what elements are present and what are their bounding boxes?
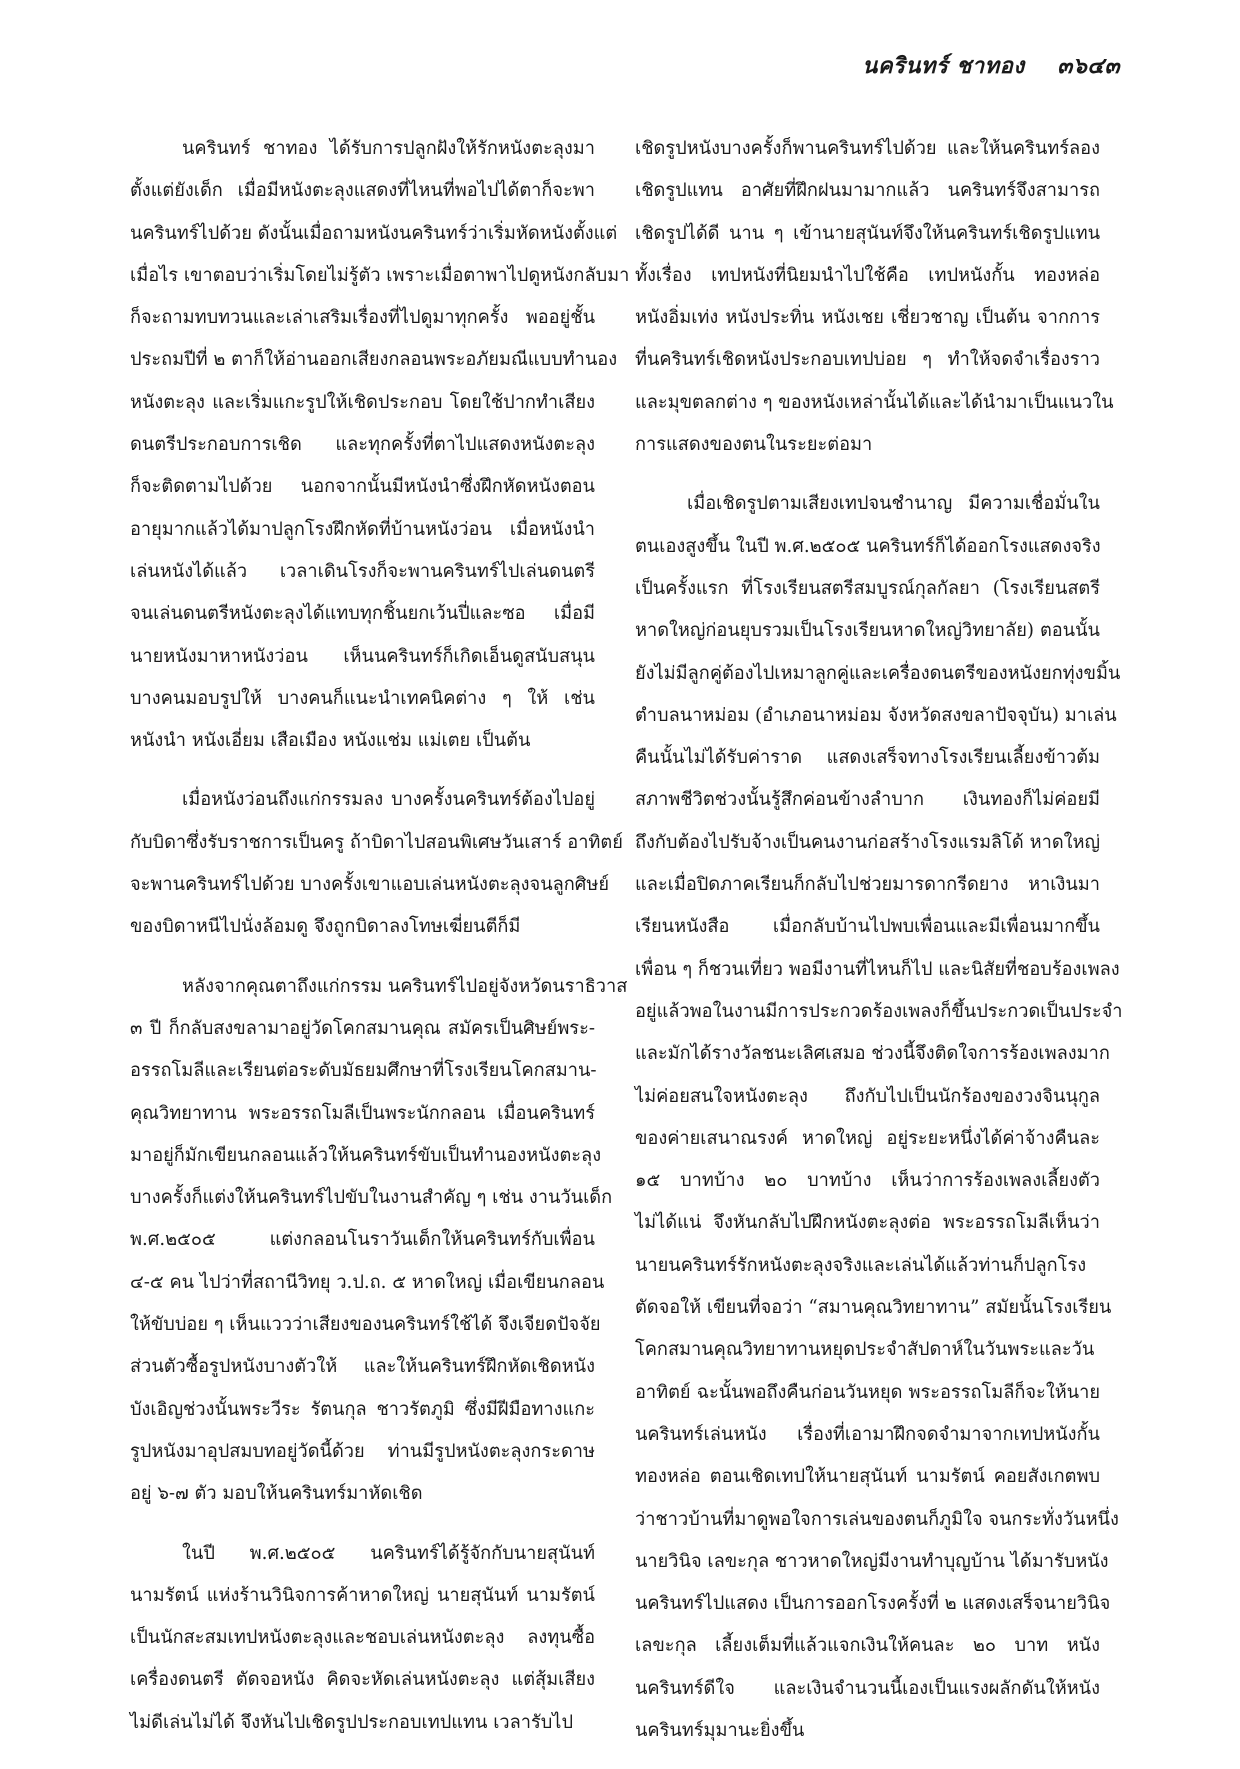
- running-title: นครินทร์ ชาทอง: [862, 53, 1025, 79]
- text-line: ส่วนตัวซื้อรูปหนังบางตัวให้ และให้นครินทร์ฝึกหัดเชิดหนัง: [130, 1356, 595, 1378]
- text-line: นครินทร์เล่นหนัง เรื่องที่เอามาฝึกจดจำมาจากเทปหนังกั้น: [635, 1423, 1100, 1445]
- text-line: นครินทร์ดีใจ และเงินจำนวนนี้เองเป็นแรงผลักดันให้หนัง: [635, 1677, 1100, 1699]
- left-column: [130, 128, 630, 1761]
- text-line: ไม่ดีเล่นไม่ได้ จึงหันไปเชิดรูปประกอบเทปแทน เวลารับไป: [130, 1711, 573, 1733]
- text-line: ของบิดาหนีไปนั่งล้อมดู จึงถูกบิดาลงโทษเฆี่ยนตีก็มี: [130, 916, 521, 938]
- text-line: และมักได้รางวัลชนะเลิศเสมอ ช่วงนี้จึงติดใจการร้องเพลงมาก: [635, 1043, 1110, 1065]
- text-line: เชิดรูปหนังบางครั้งก็พานครินทร์ไปด้วย และให้นครินทร์ลอง: [635, 138, 1100, 159]
- text-line: จะพานครินทร์ไปด้วย บางครั้งเขาแอบเล่นหนังตะลุงจนลูกศิษย์: [130, 874, 609, 896]
- paragraph: [130, 128, 630, 762]
- paragraph: [130, 779, 623, 948]
- page-number: ๓๖๔๓: [1057, 53, 1120, 79]
- text-line: รูปหนังมาอุปสมบทอยู่วัดนี้ด้วย ท่านมีรูปหนังตะลุงกระดาษ: [130, 1440, 595, 1462]
- text-line: ไม่ค่อยสนใจหนังตะลุง ถึงกับไปเป็นนักร้องของวงจินนุกูล: [635, 1085, 1100, 1107]
- text-line: ที่นครินทร์เชิดหนังประกอบเทปบ่อย ๆ ทำให้จดจำเรื่องราว: [635, 349, 1100, 371]
- text-line: บางครั้งก็แต่งให้นครินทร์ไปขับในงานสำคัญ ๆ เช่น งานวันเด็ก: [130, 1187, 613, 1209]
- text-line: ของค่ายเสนาณรงค์ หาดใหญ่ อยู่ระยะหนึ่งได้ค่าจ้างคืนละ: [635, 1127, 1100, 1149]
- text-line: นายวินิจ เลขะกุล ชาวหาดใหญ่มีงานทำบุญบ้าน ได้มารับหนัง: [635, 1550, 1109, 1572]
- text-line: และเมื่อปิดภาคเรียนก็กลับไปช่วยมารดากรีดยาง หาเงินมา: [635, 874, 1100, 896]
- text-line: ๔-๕ คน ไปว่าที่สถานีวิทยุ ว.ป.ถ. ๕ หาดใหญ่ เมื่อเขียนกลอน: [130, 1271, 605, 1293]
- text-line: นครินทร์มุมานะยิ่งขึ้น: [635, 1719, 805, 1741]
- text-line: อยู่ ๖-๗ ตัว มอบให้นครินทร์มาหัดเชิด: [130, 1483, 423, 1505]
- text-line: ทองหล่อ ตอนเชิดเทปให้นายสุนันท์ นามรัตน์ คอยสังเกตพบ: [635, 1466, 1100, 1488]
- text-line: ให้ขับบ่อย ๆ เห็นแววว่าเสียงของนครินทร์ใช้ได้ จึงเจียดปัจจัย: [130, 1314, 601, 1336]
- text-line: เชิดรูปแทน อาศัยที่ฝึกฝนมามากแล้ว นครินทร์จึงสามารถ: [635, 180, 1100, 202]
- text-line: เป็นครั้งแรก ที่โรงเรียนสตรีสมบูรณ์กุลกัลยา (โรงเรียนสตรี: [635, 577, 1100, 599]
- text-line: นามรัตน์ แห่งร้านวินิจการค้าหาดใหญ่ นายสุนันท์ นามรัตน์: [130, 1584, 595, 1606]
- text-line: บางคนมอบรูปให้ บางคนก็แนะนำเทคนิคต่าง ๆ ให้ เช่น: [130, 687, 595, 709]
- text-line: พ.ศ.๒๕๐๕ แต่งกลอนโนราวันเด็กให้นครินทร์กับเพื่อน: [130, 1229, 595, 1251]
- text-line: เมื่อเชิดรูปตามเสียงเทปจนชำนาญ มีความเชื่อมั่นใน: [687, 493, 1100, 515]
- text-line: เล่นหนังได้แล้ว เวลาเดินโรงก็จะพานครินทร์ไปเล่นดนตรี: [130, 560, 595, 582]
- text-line: การแสดงของตนในระยะต่อมา: [635, 434, 873, 456]
- text-line: ประถมปีที่ ๒ ตาก็ให้อ่านออกเสียงกลอนพระอภัยมณีแบบทำนอง: [130, 349, 618, 371]
- text-line: หลังจากคุณตาถึงแก่กรรม นครินทร์ไปอยู่จังหวัดนราธิวาส: [182, 975, 628, 997]
- text-line: ว่าชาวบ้านที่มาดูพอใจการเล่นของตนก็ภูมิใจ จนกระทั่งวันหนึ่ง: [635, 1508, 1119, 1530]
- text-line: มาอยู่ก็มักเขียนกลอนแล้วให้นครินทร์ขับเป็นทำนองหนังตะลุง: [130, 1144, 602, 1166]
- text-line: เป็นนักสะสมเทปหนังตะลุงและชอบเล่นหนังตะลุง ลงทุนซื้อ: [130, 1627, 595, 1649]
- text-line: เพื่อน ๆ ก็ชวนเที่ยว พอมีงานที่ไหนก็ไป และนิสัยที่ชอบร้องเพลง: [635, 958, 1120, 980]
- text-line: ก็จะถามทบทวนและเล่าเสริมเรื่องที่ไปดูมาทุกครั้ง พออยู่ชั้น: [130, 307, 595, 329]
- text-line: กับบิดาซึ่งรับราชการเป็นครู ถ้าบิดาไปสอนพิเศษวันเสาร์ อาทิตย์: [130, 831, 623, 853]
- text-line: เครื่องดนตรี ตัดจอหนัง คิดจะหัดเล่นหนังตะลุง แต่สุ้มเสียง: [130, 1669, 595, 1691]
- text-line: อรรถโมลีและเรียนต่อระดับมัธยมศึกษาที่โรงเรียนโคกสมาน-: [130, 1060, 597, 1082]
- text-line: บังเอิญช่วงนั้นพระวีระ รัตนกุล ชาวรัตภูมิ ซึ่งมีฝีมือทางแกะ: [130, 1398, 595, 1420]
- text-line: เรียนหนังสือ เมื่อกลับบ้านไปพบเพื่อนและมีเพื่อนมากขึ้น: [635, 916, 1100, 938]
- text-line: เมื่อไร เขาตอบว่าเริ่มโดยไม่รู้ตัว เพราะเมื่อตาพาไปดูหนังกลับมา: [130, 264, 630, 286]
- text-line: โคกสมานคุณวิทยาทานหยุดประจำสัปดาห์ในวันพระและวัน: [635, 1339, 1095, 1361]
- text-line: นครินทร์ ชาทอง ได้รับการปลูกฝังให้รักหนังตะลุงมา: [182, 138, 595, 159]
- text-line: ตำบลนาหม่อม (อำเภอนาหม่อม จังหวัดสงขลาปัจจุบัน) มาเล่น: [635, 704, 1117, 726]
- text-line: ๑๕ บาทบ้าง ๒๐ บาทบ้าง เห็นว่าการร้องเพลงเลี้ยงตัว: [635, 1170, 1100, 1192]
- paragraph: [130, 1533, 595, 1744]
- text-line: หาดใหญ่ก่อนยุบรวมเป็นโรงเรียนหาดใหญ่วิทยาลัย) ตอนนั้น: [635, 620, 1100, 642]
- paragraph: [130, 966, 628, 1516]
- paragraph: [635, 128, 1114, 466]
- paragraph: [635, 483, 1123, 1752]
- text-line: นครินทร์ไปแสดง เป็นการออกโรงครั้งที่ ๒ แสดงเสร็จนายวินิจ: [635, 1593, 1111, 1615]
- text-line: และมุขตลกต่าง ๆ ของหนังเหล่านั้นได้และได้นำมาเป็นแนวใน: [635, 391, 1114, 413]
- text-line: เลขะกุล เลี้ยงเต็มที่แล้วแจกเงินให้คนละ ๒๐ บาท หนัง: [635, 1635, 1100, 1657]
- text-line: อยู่แล้วพอในงานมีการประกวดร้องเพลงก็ขึ้นประกวดเป็นประจำ: [635, 1000, 1123, 1022]
- text-line: อาทิตย์ ฉะนั้นพอถึงคืนก่อนวันหยุด พระอรรถโมลีก็จะให้นาย: [635, 1381, 1100, 1403]
- text-line: ก็จะติดตามไปด้วย นอกจากนั้นมีหนังนำซึ่งฝึกหัดหนังตอน: [130, 476, 595, 498]
- text-line: คุณวิทยาทาน พระอรรถโมลีเป็นพระนักกลอน เมื่อนครินทร์: [130, 1102, 595, 1124]
- text-line: หนังนำ หนังเอี่ยม เสือเมือง หนังแช่ม แม่เตย เป็นต้น: [130, 730, 531, 752]
- text-line: ในปี พ.ศ.๒๕๐๕ นครินทร์ได้รู้จักกับนายสุนันท์: [182, 1542, 595, 1564]
- text-line: เมื่อหนังว่อนถึงแก่กรรมลง บางครั้งนครินทร์ต้องไปอยู่: [182, 789, 595, 811]
- text-line: ดนตรีประกอบการเชิด และทุกครั้งที่ตาไปแสดงหนังตะลุง: [130, 434, 595, 456]
- text-line: สภาพชีวิตช่วงนั้นรู้สึกค่อนข้างลำบาก เงินทองก็ไม่ค่อยมี: [635, 789, 1100, 811]
- text-line: นครินทร์ไปด้วย ดังนั้นเมื่อถามหนังนครินทร์ว่าเริ่มหัดหนังตั้งแต่: [130, 222, 618, 244]
- text-line: หนังตะลุง และเริ่มแกะรูปให้เชิดประกอบ โดยใช้ปากทำเสียง: [130, 391, 595, 413]
- text-line: ไม่ได้แน่ จึงหันกลับไปฝึกหนังตะลุงต่อ พระอรรถโมลีเห็นว่า: [635, 1212, 1100, 1234]
- text-line: ยังไม่มีลูกคู่ต้องไปเหมาลูกคู่และเครื่องดนตรีของหนังยกทุ่งขมิ้น: [635, 662, 1121, 684]
- text-line: ๓ ปี ก็กลับสงขลามาอยู่วัดโคกสมานคุณ สมัครเป็นศิษย์พระ-: [130, 1017, 595, 1039]
- text-line: ทั้งเรื่อง เทปหนังที่นิยมนำไปใช้คือ เทปหนังกั้น ทองหล่อ: [635, 264, 1100, 286]
- text-line: ตนเองสูงขึ้น ในปี พ.ศ.๒๕๐๕ นครินทร์ก็ได้ออกโรงแสดงจริง: [635, 535, 1101, 557]
- text-line: เชิดรูปได้ดี นาน ๆ เข้านายสุนันท์จึงให้นครินทร์เชิดรูปแทน: [635, 222, 1100, 244]
- right-column: [635, 128, 1123, 1769]
- text-line: หนังอิ่มเท่ง หนังประทิ่น หนังเชย เชี่ยวชาญ เป็นต้น จากการ: [635, 307, 1100, 329]
- text-line: ถึงกับต้องไปรับจ้างเป็นคนงานก่อสร้างโรงแรมลิโด้ หาดใหญ่: [635, 831, 1100, 853]
- text-line: คืนนั้นไม่ได้รับค่าราด แสดงเสร็จทางโรงเรียนเลี้ยงข้าวต้ม: [635, 747, 1100, 769]
- text-line: ตั้งแต่ยังเด็ก เมื่อมีหนังตะลุงแสดงที่ไหนที่พอไปได้ตาก็จะพา: [130, 180, 595, 202]
- text-line: จนเล่นดนตรีหนังตะลุงได้แทบทุกชิ้นยกเว้นปี่และซอ เมื่อมี: [130, 603, 595, 625]
- running-header: [862, 48, 1120, 83]
- text-line: อายุมากแล้วได้มาปลูกโรงฝึกหัดที่บ้านหนังว่อน เมื่อหนังนำ: [130, 518, 595, 540]
- text-line: ตัดจอให้ เขียนที่จอว่า “สมานคุณวิทยาทาน” สมัยนั้นโรงเรียน: [635, 1297, 1112, 1319]
- text-line: นายหนังมาหาหนังว่อน เห็นนครินทร์ก็เกิดเอ็นดูสนับสนุน: [130, 645, 595, 667]
- text-line: นายนครินทร์รักหนังตะลุงจริงและเล่นได้แล้วท่านก็ปลูกโรง: [635, 1254, 1087, 1276]
